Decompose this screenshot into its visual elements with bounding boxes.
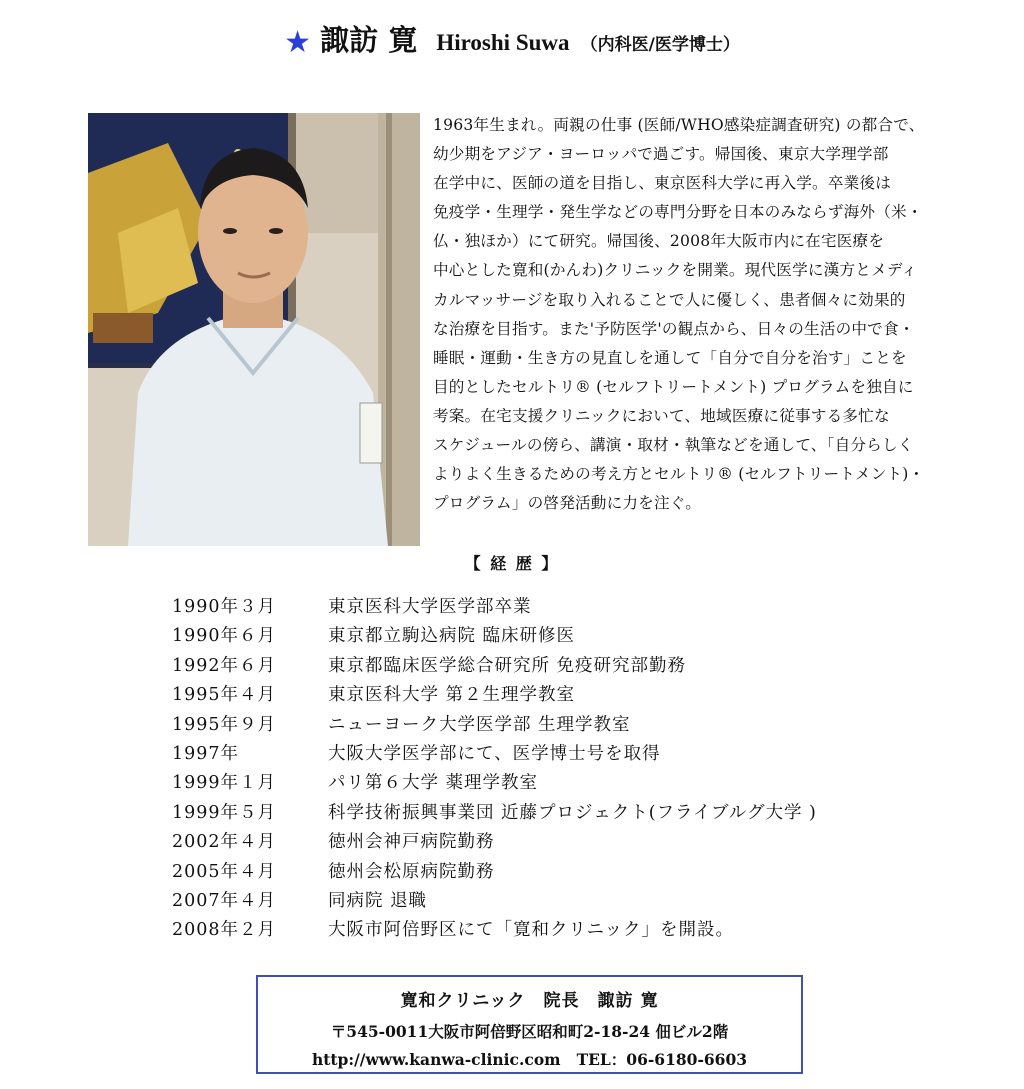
career-description: 東京都立駒込病院 臨床研修医 bbox=[328, 626, 576, 647]
portrait-image bbox=[88, 113, 420, 546]
career-item bbox=[172, 887, 932, 916]
career-description: 徳州会松原病院勤務 bbox=[328, 861, 495, 882]
career-item bbox=[172, 681, 932, 710]
clinic-url[interactable]: http://www.kanwa-clinic.com bbox=[311, 1050, 561, 1069]
career-date: 2002年４月 bbox=[172, 832, 277, 853]
career-item bbox=[172, 828, 932, 857]
career-item bbox=[172, 916, 932, 945]
career-description: 同病院 退職 bbox=[328, 890, 428, 911]
career-date: 1999年１月 bbox=[172, 773, 277, 794]
bio-line: 1963年生まれ。両親の仕事 (医師/WHO感染症調査研究) の都合で、 bbox=[433, 116, 925, 134]
career-description: 東京医科大学 第２生理学教室 bbox=[328, 685, 576, 706]
career-date: 2007年４月 bbox=[172, 890, 277, 911]
career-date: 1995年９月 bbox=[172, 714, 277, 735]
career-date: 1990年３月 bbox=[172, 597, 277, 617]
bio-line: スケジュールの傍ら、講演・取材・執筆などを通して、「自分らしく bbox=[433, 436, 914, 455]
career-description: 大阪大学医学部にて、医学博士号を取得 bbox=[328, 743, 661, 764]
doctor-portrait-photo bbox=[88, 113, 420, 546]
career-item bbox=[172, 769, 932, 798]
bio-line: 仏・独ほか）にて研究。帰国後、2008年大阪市内に在宅医療を bbox=[433, 232, 885, 251]
bio-line: よりよく生きるための考え方とセルトリ® (セルフトリートメント)・ bbox=[433, 465, 925, 484]
career-date: 1997年 bbox=[172, 743, 240, 764]
star-icon: ★ bbox=[284, 25, 312, 60]
career-date: 1990年６月 bbox=[172, 626, 277, 647]
career-description: 科学技術振興事業団 近藤プロジェクト(フライブルグ大学 ) bbox=[328, 802, 817, 823]
bio-line: 幼少期をアジア・ヨーロッパで過ごす。帰国後、東京大学理学部 bbox=[433, 145, 889, 164]
career-date: 1992年６月 bbox=[172, 655, 277, 676]
career-item bbox=[172, 711, 932, 740]
career-item bbox=[172, 593, 932, 622]
career-description: ニューヨーク大学医学部 生理学教室 bbox=[328, 714, 631, 735]
doctor-name-english: Hiroshi Suwa bbox=[436, 30, 570, 55]
bio-line: 中心とした寛和(かんわ)クリニックを開業。現代医学に漢方とメディ bbox=[433, 261, 918, 280]
doctor-name-japanese: 諏訪 寛 bbox=[320, 23, 418, 57]
career-description: 徳州会神戸病院勤務 bbox=[328, 832, 495, 853]
career-description: 大阪市阿倍野区にて「寛和クリニック」を開設。 bbox=[328, 920, 734, 941]
biography-text bbox=[433, 111, 968, 518]
career-item bbox=[172, 858, 932, 887]
clinic-name-line: 寛和クリニック 院長 諏訪 寛 bbox=[400, 991, 659, 1011]
bio-line: 考案。在宅支援クリニックにおいて、地域医療に従事する多忙な bbox=[433, 406, 890, 425]
bio-line: な治療を目指す。また'予防医学'の観点から、日々の生活の中で食・ bbox=[433, 319, 915, 338]
career-item bbox=[172, 799, 932, 828]
bio-line: 在学中に、医師の道を目指し、東京医科大学に再入学。卒業後は bbox=[433, 174, 892, 193]
bio-line: プログラム」の啓発活動に力を注ぐ。 bbox=[433, 494, 702, 513]
career-item bbox=[172, 652, 932, 681]
career-item bbox=[172, 622, 932, 651]
clinic-contact-line bbox=[258, 1048, 801, 1070]
clinic-tel: TEL：06-6180-6603 bbox=[576, 1050, 748, 1069]
career-date: 2008年２月 bbox=[172, 920, 277, 941]
bio-line: 免疫学・生理学・発生学などの専門分野を日本のみならず海外（米・ bbox=[433, 203, 923, 222]
bio-line: 睡眠・運動・生き方の見直しを通して「自分で自分を治す」ことを bbox=[433, 348, 907, 367]
clinic-address: 〒545-0011大阪市阿倍野区昭和町2-18-24 佃ビル2階 bbox=[330, 1022, 729, 1041]
career-description: パリ第６大学 薬理学教室 bbox=[328, 773, 539, 794]
career-date: 2005年４月 bbox=[172, 861, 277, 882]
bio-line: カルマッサージを取り入れることで人に優しく、患者個々に効果的 bbox=[433, 290, 906, 309]
career-list bbox=[172, 593, 932, 946]
career-description: 東京医科大学医学部卒業 bbox=[328, 597, 532, 617]
career-date: 1999年５月 bbox=[172, 802, 277, 823]
bio-line: 目的としたセルトリ® (セルフトリートメント) プログラムを独自に bbox=[433, 377, 914, 396]
profile-header bbox=[0, 18, 1024, 60]
career-item bbox=[172, 740, 932, 769]
doctor-title: （内科医/医学博士） bbox=[580, 35, 740, 55]
clinic-info-box bbox=[256, 975, 803, 1074]
career-date: 1995年４月 bbox=[172, 685, 277, 706]
career-heading: 【 経 歴 】 bbox=[464, 554, 560, 573]
career-description: 東京都臨床医学総合研究所 免疫研究部勤務 bbox=[328, 655, 687, 676]
